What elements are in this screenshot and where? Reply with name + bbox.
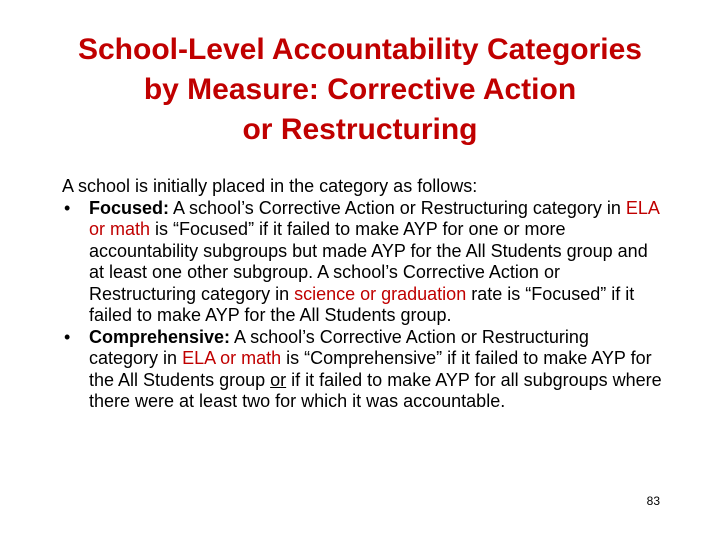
focused-text-1: A school’s Corrective Action or Restructuring category in (169, 197, 626, 218)
focused-highlight-1: ELA or math (89, 197, 659, 239)
comprehensive-emphasis-or: or (270, 369, 287, 390)
comprehensive-text-1: A school’s Corrective Action or Restructuring category in (89, 326, 589, 368)
page-number: 83 (646, 494, 660, 508)
title-line-1: School-Level Accountability Categories (77, 33, 642, 66)
title-line-3: or Restructuring (242, 113, 478, 146)
comprehensive-highlight-1: ELA or math (182, 348, 282, 368)
comprehensive-label: Comprehensive: (89, 326, 231, 347)
focused-highlight-2: science or graduation (294, 283, 467, 304)
focused-text-3: rate is “Focused” if it failed to make AYP for the All Students group. (89, 283, 635, 325)
bullet-comprehensive (62, 327, 662, 413)
bullet-icon: • (64, 197, 71, 218)
intro-text: A school is initially placed in the category as follows: (62, 176, 478, 196)
bullet-icon: • (64, 326, 71, 347)
focused-label: Focused: (89, 197, 170, 218)
slide-title (20, 30, 700, 150)
slide-body (62, 176, 662, 413)
comprehensive-text-2: is “Comprehensive” if it failed to make AYP for the All Students group (89, 348, 652, 390)
comprehensive-text-3: if it failed to make AYP for all subgroups where there were at least two for which it was accountable. (89, 369, 662, 411)
title-line-2: by Measure: Corrective Action (143, 73, 577, 106)
bullet-focused (62, 198, 662, 327)
focused-text-2: is “Focused” if it failed to make AYP for one or more accountability subgroups but made AYP for the All Students group and at least one other subgroup. A school’s Corrective Action or Restructuring category in (89, 219, 648, 304)
